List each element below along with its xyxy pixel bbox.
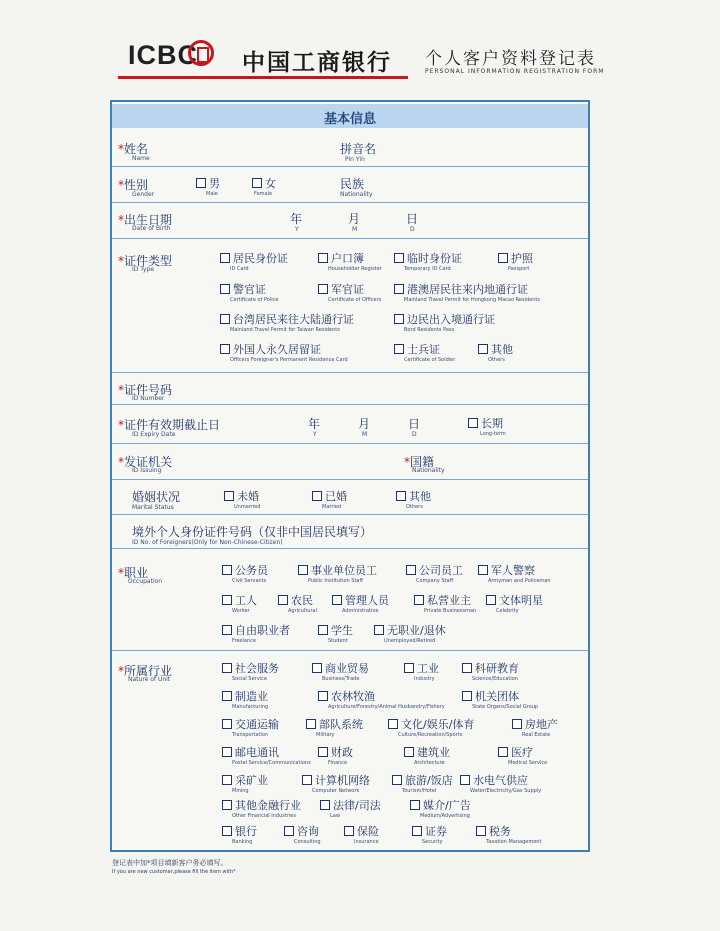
idtype-option-checkbox[interactable] [220,341,321,357]
industry-option-label-en: Security [422,839,443,845]
marital-option-label-en: Unmarried [234,504,261,510]
industry-option-label: 媒介/广告 [423,799,471,812]
occupation-option-label: 公司员工 [419,564,463,577]
idtype-option-label-en: Bord Residents Pass [404,327,455,333]
industry-option-label: 咨询 [297,825,319,838]
occupation-option-checkbox[interactable] [222,592,257,608]
industry-option-label: 保险 [357,825,379,838]
occupation-option-label: 军人警察 [491,564,535,577]
idtype-option-checkbox[interactable] [220,281,266,297]
checkbox-icon[interactable] [396,491,406,501]
logo-underline [118,76,408,79]
industry-option-label-en: Computer Network [312,788,360,794]
industry-option-label-en: Business/Trade [322,676,360,682]
checkbox-icon[interactable] [224,491,234,501]
checkbox-icon[interactable] [460,775,470,785]
occupation-option-label-en: Unemployed/Retired [384,638,436,644]
marital-option-label-en: Others [406,504,423,510]
industry-option-label-en: Social Service [232,676,267,682]
industry-option-label-en: Real Estate [522,732,551,738]
industry-option-label-en: Agriculture/Forestry/Animal Husbandry/Fishery [328,704,445,710]
section-title: 基本信息 [323,112,376,127]
idtype-option-checkbox[interactable] [394,311,495,327]
idtype-option-checkbox[interactable] [318,281,364,297]
dob-month: 月 [348,212,361,226]
checkbox-icon[interactable] [306,719,316,729]
occupation-option-label: 私营业主 [427,594,471,607]
idtype-option-label-en: Mainland Travel Permit for Hongkong Macao Residents [404,297,540,303]
industry-option-checkbox[interactable] [392,772,453,788]
occupation-option-label-en: Student [328,638,348,644]
occupation-option-label-en: Administrative [342,608,379,614]
checkbox-icon[interactable] [414,595,424,605]
checkbox-icon[interactable] [476,826,486,836]
industry-option-label-en: Manufacturing [232,704,269,710]
idtype-option-label: 边民出入境通行证 [407,313,495,326]
checkbox-icon[interactable] [284,826,294,836]
idtype-option-label: 护照 [511,252,533,265]
idexp-label-en: ID Expiry Date [132,431,176,438]
industry-option-checkbox[interactable] [344,823,379,839]
industry-option-checkbox[interactable] [306,716,363,732]
marital-option-label-en: Married [322,504,342,510]
industry-option-label: 税务 [489,825,511,838]
checkbox-icon[interactable] [394,284,404,294]
dob-label: *出生日期 [118,213,173,227]
dob-label-en: Date of Birth [132,225,171,232]
longterm-label-en: Long-term [480,431,506,437]
industry-option-label: 部队系统 [319,718,363,731]
occupation-option-label-en: Celebrity [496,608,519,614]
idtype-option-label: 警官证 [233,283,266,296]
industry-option-label-en: Science/Education [472,676,518,682]
name-label-en: Name [132,155,150,162]
gender-label: *性别 [118,178,149,192]
longterm-checkbox[interactable]: 长期 [468,415,503,431]
occupation-option-checkbox[interactable] [406,562,463,578]
row-divider [112,514,588,515]
industry-option-label: 工业 [417,662,439,675]
row-divider [112,479,588,480]
form-title: 个人客户资料登记表 [425,49,596,69]
form-subtitle: PERSONAL INFORMATION REGISTRATION FORM [425,68,605,75]
checkbox-icon[interactable] [222,747,232,757]
idtype-option-checkbox[interactable] [394,250,462,266]
row-divider [112,548,588,549]
idtype-option-checkbox[interactable] [478,341,513,357]
checkbox-icon[interactable] [222,826,232,836]
checkbox-icon[interactable] [220,253,230,263]
industry-option-label-en: Finance [328,760,348,766]
checkbox-icon[interactable] [220,344,230,354]
checkbox-icon[interactable] [374,625,384,635]
male-checkbox[interactable]: 男 [196,175,220,191]
industry-option-checkbox[interactable] [318,744,353,760]
industry-option-label-en: Culture/Recreation/Sports [398,732,463,738]
ethnicity-label-en: Nationality [340,191,373,198]
industry-option-checkbox[interactable] [222,716,279,732]
occupation-option-label-en: Agricultural [288,608,317,614]
exp-day: 日 [408,417,421,431]
checkbox-icon[interactable] [222,691,232,701]
female-label-en: Female [254,191,273,197]
marital-option-checkbox[interactable] [224,488,259,504]
occupation-label-en: Occupation [128,578,163,585]
checkbox-icon[interactable] [222,625,232,635]
occupation-option-label-en: Company Staff [416,578,454,584]
occupation-option-label: 事业单位员工 [311,564,377,577]
idtype-option-checkbox[interactable] [394,281,528,297]
occupation-option-checkbox[interactable] [222,562,268,578]
idtype-option-label: 港澳居民往来内地通行证 [407,283,528,296]
industry-option-checkbox[interactable] [222,823,257,839]
checkbox-icon[interactable] [498,747,508,757]
checkbox-icon[interactable] [318,691,328,701]
idtype-option-label-en: Certificate of Soldier [404,357,456,363]
occupation-option-checkbox[interactable] [298,562,377,578]
industry-option-label: 医疗 [511,746,533,759]
occupation-option-checkbox[interactable] [486,592,543,608]
checkbox-icon[interactable] [512,719,522,729]
occupation-option-label-en: Private Businessman [424,608,477,614]
industry-option-label-en: Water/Electricity/Gas Supply [470,788,542,794]
idtype-option-label-en: Temporary ID Card [404,266,451,272]
dob-month-en: M [352,226,358,233]
exp-year: 年 [308,417,321,431]
industry-option-label: 银行 [235,825,257,838]
idtype-option-label: 户口簿 [331,252,364,265]
idtype-option-checkbox[interactable] [394,341,440,357]
idtype-option-label-en: Mainland Travel Permit for Taiwan Residents [230,327,340,333]
row-divider [112,202,588,203]
bank-name: 中国工商银行 [242,50,392,76]
industry-option-label-en: Tourism/Hotel [402,788,437,794]
country-label: *国籍 [404,455,435,469]
checkbox-icon[interactable] [220,284,230,294]
industry-option-checkbox[interactable] [222,744,279,760]
checkbox-icon[interactable] [462,691,472,701]
idtype-option-label: 士兵证 [407,343,440,356]
pinyin-label: 拼音名 [340,142,377,156]
dob-day-en: D [410,226,415,233]
industry-option-checkbox[interactable] [284,823,319,839]
industry-option-checkbox[interactable] [460,772,528,788]
row-divider [112,238,588,239]
foreign-id-label-en: ID No. of Foreigners(Only for Non-Chinese-Citizen) [132,539,283,546]
industry-option-checkbox[interactable] [462,688,519,704]
checkbox-icon[interactable] [222,719,232,729]
checkbox-icon[interactable] [278,595,288,605]
industry-option-checkbox[interactable] [222,772,268,788]
industry-option-checkbox[interactable] [512,716,558,732]
industry-option-checkbox[interactable] [222,797,301,813]
industry-option-label-en: Banking [232,839,253,845]
idtype-option-label-en: Others [488,357,505,363]
female-checkbox[interactable]: 女 [252,175,276,191]
idtype-option-checkbox[interactable] [220,250,288,266]
industry-option-label-en: Industry [414,676,435,682]
industry-option-label: 建筑业 [417,746,450,759]
idtype-label-en: ID Type [132,266,155,273]
male-label-en: Male [206,191,218,197]
occupation-option-label: 学生 [331,624,353,637]
occupation-option-checkbox[interactable] [374,622,446,638]
industry-option-label: 水电气供应 [473,774,528,787]
row-divider [112,166,588,167]
occupation-option-label: 管理人员 [345,594,389,607]
checkbox-icon[interactable] [332,595,342,605]
occupation-label: *职业 [118,566,149,580]
industry-option-label: 法律/司法 [333,799,381,812]
issuing-label: *发证机关 [118,455,173,469]
industry-option-label: 房地产 [525,718,558,731]
industry-option-label-en: Medical Service [508,760,548,766]
industry-option-checkbox[interactable] [476,823,511,839]
footer-note: 登记表中加*项目填新客户务必填写。 [112,859,228,867]
marital-label: 婚姻状况 [132,490,181,504]
industry-option-checkbox[interactable] [222,688,268,704]
industry-label: *所属行业 [118,664,173,678]
checkbox-icon[interactable] [394,253,404,263]
marital-option-checkbox[interactable] [396,488,431,504]
checkbox-icon[interactable] [318,284,328,294]
industry-option-checkbox[interactable] [222,660,279,676]
idtype-option-checkbox[interactable] [498,250,533,266]
idtype-option-label-en: Certificate of Police [230,297,279,303]
industry-option-label: 文化/娱乐/体育 [401,718,475,731]
checkbox-icon[interactable] [318,625,328,635]
icbc-seal-icon [188,40,214,66]
exp-day-en: D [412,431,417,438]
occupation-option-checkbox[interactable] [478,562,535,578]
idtype-option-checkbox[interactable] [220,311,354,327]
industry-option-label: 制造业 [235,690,268,703]
idtype-option-label-en: Householder Register [328,266,382,272]
marital-option-label: 其他 [409,490,431,503]
checkbox-icon[interactable] [298,565,308,575]
industry-option-checkbox[interactable] [404,744,450,760]
occupation-option-label-en: Worker [232,608,250,614]
country-label-en: Nationality [412,467,445,474]
checkbox-icon[interactable] [220,314,230,324]
occupation-option-checkbox[interactable] [414,592,471,608]
idtype-option-label: 其他 [491,343,513,356]
industry-option-label-en: Architecture [414,760,445,766]
industry-option-label-en: Consulting [294,839,321,845]
footer-note-en: If you are new customer,please fill the item with* [112,869,236,875]
exp-month-en: M [362,431,368,438]
dob-year: 年 [290,212,303,226]
checkbox-icon[interactable] [318,747,328,757]
exp-month: 月 [358,417,371,431]
idtype-option-label-en: Passport [508,266,530,272]
occupation-option-label: 无职业/退休 [387,624,446,637]
checkbox-icon[interactable] [394,314,404,324]
checkbox-icon[interactable] [222,595,232,605]
checkbox-icon[interactable] [404,747,414,757]
checkbox-icon[interactable] [318,253,328,263]
idtype-option-label-en: Officers Foreigner's Permanent Residence Card [230,357,348,363]
industry-option-label-en: Medium/Advertising [420,813,470,819]
industry-option-label-en: Transportation [232,732,269,738]
dob-day: 日 [406,212,419,226]
idtype-label: *证件类型 [118,254,173,268]
checkbox-icon[interactable] [222,775,232,785]
industry-option-label: 旅游/饭店 [405,774,453,787]
checkbox-icon[interactable] [222,565,232,575]
row-divider [112,443,588,444]
name-label: *姓名 [118,142,149,156]
idtype-option-label: 台湾居民来往大陆通行证 [233,313,354,326]
gender-label-en: Gender [132,191,155,198]
checkbox-icon[interactable] [404,663,414,673]
checkbox-icon[interactable] [498,253,508,263]
industry-option-label-en: State Organs/Social Group [472,704,539,710]
industry-option-checkbox[interactable] [312,660,369,676]
industry-option-label: 科研教育 [475,662,519,675]
checkbox-icon[interactable] [478,344,488,354]
pinyin-label-en: Pin Yin [345,156,365,163]
industry-option-label-en: Taxation Management [486,839,542,845]
issuing-label-en: ID Issuing [132,467,162,474]
industry-option-checkbox[interactable] [388,716,474,732]
industry-option-label: 农林牧渔 [331,690,375,703]
industry-option-label: 财政 [331,746,353,759]
industry-option-checkbox[interactable] [318,688,375,704]
checkbox-icon[interactable] [320,800,330,810]
industry-option-checkbox[interactable] [410,797,471,813]
occupation-option-checkbox[interactable] [278,592,313,608]
industry-option-checkbox[interactable] [498,744,533,760]
occupation-option-checkbox[interactable] [332,592,389,608]
industry-option-label: 邮电通讯 [235,746,279,759]
industry-option-label: 机关团体 [475,690,519,703]
dob-year-en: Y [295,226,299,233]
occupation-option-label-en: Public Institution Staff [308,578,363,584]
industry-option-label: 商业贸易 [325,662,369,675]
industry-option-label: 证券 [425,825,447,838]
checkbox-icon[interactable] [388,719,398,729]
industry-option-label: 计算机网络 [315,774,370,787]
checkbox-icon[interactable] [406,565,416,575]
checkbox-icon[interactable] [312,491,322,501]
row-divider [112,404,588,405]
idexp-label: *证件有效期截止日 [118,418,221,432]
idtype-option-checkbox[interactable] [318,250,364,266]
idtype-option-label: 临时身份证 [407,252,462,265]
occupation-option-label-en: Freelance [232,638,257,644]
occupation-option-label: 自由职业者 [235,624,290,637]
idtype-option-label: 居民身份证 [233,252,288,265]
industry-option-label-en: Other Financial Industries [232,813,296,819]
checkbox-icon[interactable] [462,663,472,673]
checkbox-icon[interactable] [222,663,232,673]
checkbox-icon[interactable] [312,663,322,673]
checkbox-icon[interactable] [412,826,422,836]
industry-option-label: 采矿业 [235,774,268,787]
idnum-label: *证件号码 [118,383,173,397]
idnum-label-en: ID Number [132,395,165,402]
checkbox-icon[interactable] [410,800,420,810]
checkbox-icon[interactable] [394,344,404,354]
industry-option-checkbox[interactable] [412,823,447,839]
occupation-option-label: 文体明星 [499,594,543,607]
row-divider [112,650,588,651]
occupation-option-checkbox[interactable] [222,622,290,638]
row-divider [112,372,588,373]
occupation-option-label-en: Civil Servants [232,578,267,584]
bank-logo: ICBC [128,40,198,70]
checkbox-icon[interactable] [302,775,312,785]
idtype-option-label: 军官证 [331,283,364,296]
industry-label-en: Nature of Unit [128,676,171,683]
checkbox-icon[interactable] [478,565,488,575]
occupation-option-checkbox[interactable] [318,622,353,638]
industry-option-label-en: Postal Service/Communications [232,760,311,766]
industry-option-checkbox[interactable] [404,660,439,676]
industry-option-label: 其他金融行业 [235,799,301,812]
marital-option-label: 已婚 [325,490,347,503]
checkbox-icon[interactable] [486,595,496,605]
occupation-option-label: 农民 [291,594,313,607]
checkbox-icon[interactable] [344,826,354,836]
marital-label-en: Marital Status [132,504,174,511]
industry-option-label-en: Law [330,813,340,819]
industry-option-checkbox[interactable] [302,772,370,788]
industry-option-label-en: Insurance [354,839,379,845]
industry-option-label-en: Military [316,732,335,738]
industry-option-label: 交通运输 [235,718,279,731]
checkbox-icon[interactable] [392,775,402,785]
idtype-option-label: 外国人永久居留证 [233,343,321,356]
occupation-option-label-en: Armyman and Policeman [488,578,551,584]
marital-option-label: 未婚 [237,490,259,503]
marital-option-checkbox[interactable] [312,488,347,504]
industry-option-label-en: Mining [232,788,249,794]
idtype-option-label-en: Certificate of Officers [328,297,382,303]
occupation-option-label: 公务员 [235,564,268,577]
exp-year-en: Y [313,431,317,438]
occupation-option-label: 工人 [235,594,257,607]
industry-option-checkbox[interactable] [462,660,519,676]
ethnicity-label: 民族 [340,177,365,191]
foreign-id-label: 境外个人身份证件号码（仅非中国居民填写） [132,525,373,539]
industry-option-checkbox[interactable] [320,797,381,813]
industry-option-label: 社会服务 [235,662,279,675]
checkbox-icon[interactable] [222,800,232,810]
idtype-option-label-en: ID Card [230,266,249,272]
